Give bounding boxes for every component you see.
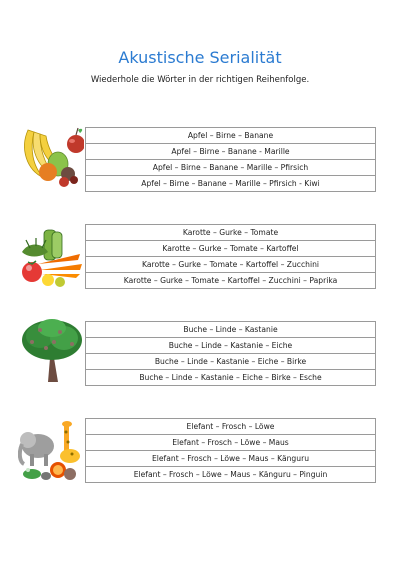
table-row (86, 435, 376, 451)
word-sequence: Elefant – Frosch – Löwe – Maus – Känguru (86, 451, 376, 467)
word-sequence: Apfel – Birne – Banane – Marille – Pfirsich (86, 160, 376, 176)
word-sequence: Karotte – Gurke – Tomate (86, 225, 376, 241)
word-sequence: Buche – Linde – Kastanie – Eiche – Birke (86, 354, 376, 370)
word-sequence: Elefant – Frosch – Löwe – Maus – Känguru – Pinguin (86, 467, 376, 483)
table-row (86, 338, 376, 354)
word-table-fruit (85, 127, 376, 192)
table-row (86, 370, 376, 386)
word-sequence: Apfel – Birne – Banane (86, 128, 376, 144)
table-row (86, 128, 376, 144)
word-sequence: Karotte – Gurke – Tomate – Kartoffel – Zucchini (86, 257, 376, 273)
instruction-text: Wiederhole die Wörter in der richtigen Reihenfolge. (90, 75, 310, 85)
tree-icon (18, 318, 84, 384)
table-row (86, 241, 376, 257)
table-row (86, 225, 376, 241)
word-table-vegetables (85, 224, 376, 289)
table-row (86, 322, 376, 338)
table-row (86, 354, 376, 370)
animals-icon (18, 418, 84, 484)
word-sequence: Buche – Linde – Kastanie – Eiche (86, 338, 376, 354)
fruit-icon (18, 124, 84, 190)
word-sequence: Buche – Linde – Kastanie – Eiche – Birke – Esche (86, 370, 376, 386)
word-table-trees (85, 321, 376, 386)
word-sequence: Buche – Linde – Kastanie (86, 322, 376, 338)
word-sequence: Elefant – Frosch – Löwe (86, 419, 376, 435)
vegetables-icon (18, 224, 84, 290)
table-row (86, 176, 376, 192)
word-table-animals (85, 418, 376, 483)
word-sequence: Elefant – Frosch – Löwe – Maus (86, 435, 376, 451)
table-row (86, 160, 376, 176)
table-row (86, 257, 376, 273)
table-row (86, 451, 376, 467)
word-sequence: Apfel – Birne – Banane - Marille (86, 144, 376, 160)
table-row (86, 273, 376, 289)
page-title: Akustische Serialität (118, 48, 282, 67)
table-row (86, 419, 376, 435)
word-sequence: Karotte – Gurke – Tomate – Kartoffel (86, 241, 376, 257)
table-row (86, 467, 376, 483)
table-row (86, 144, 376, 160)
word-sequence: Karotte – Gurke – Tomate – Kartoffel – Zucchini – Paprika (86, 273, 376, 289)
word-sequence: Apfel – Birne – Banane – Marille – Pfirsich - Kiwi (86, 176, 376, 192)
